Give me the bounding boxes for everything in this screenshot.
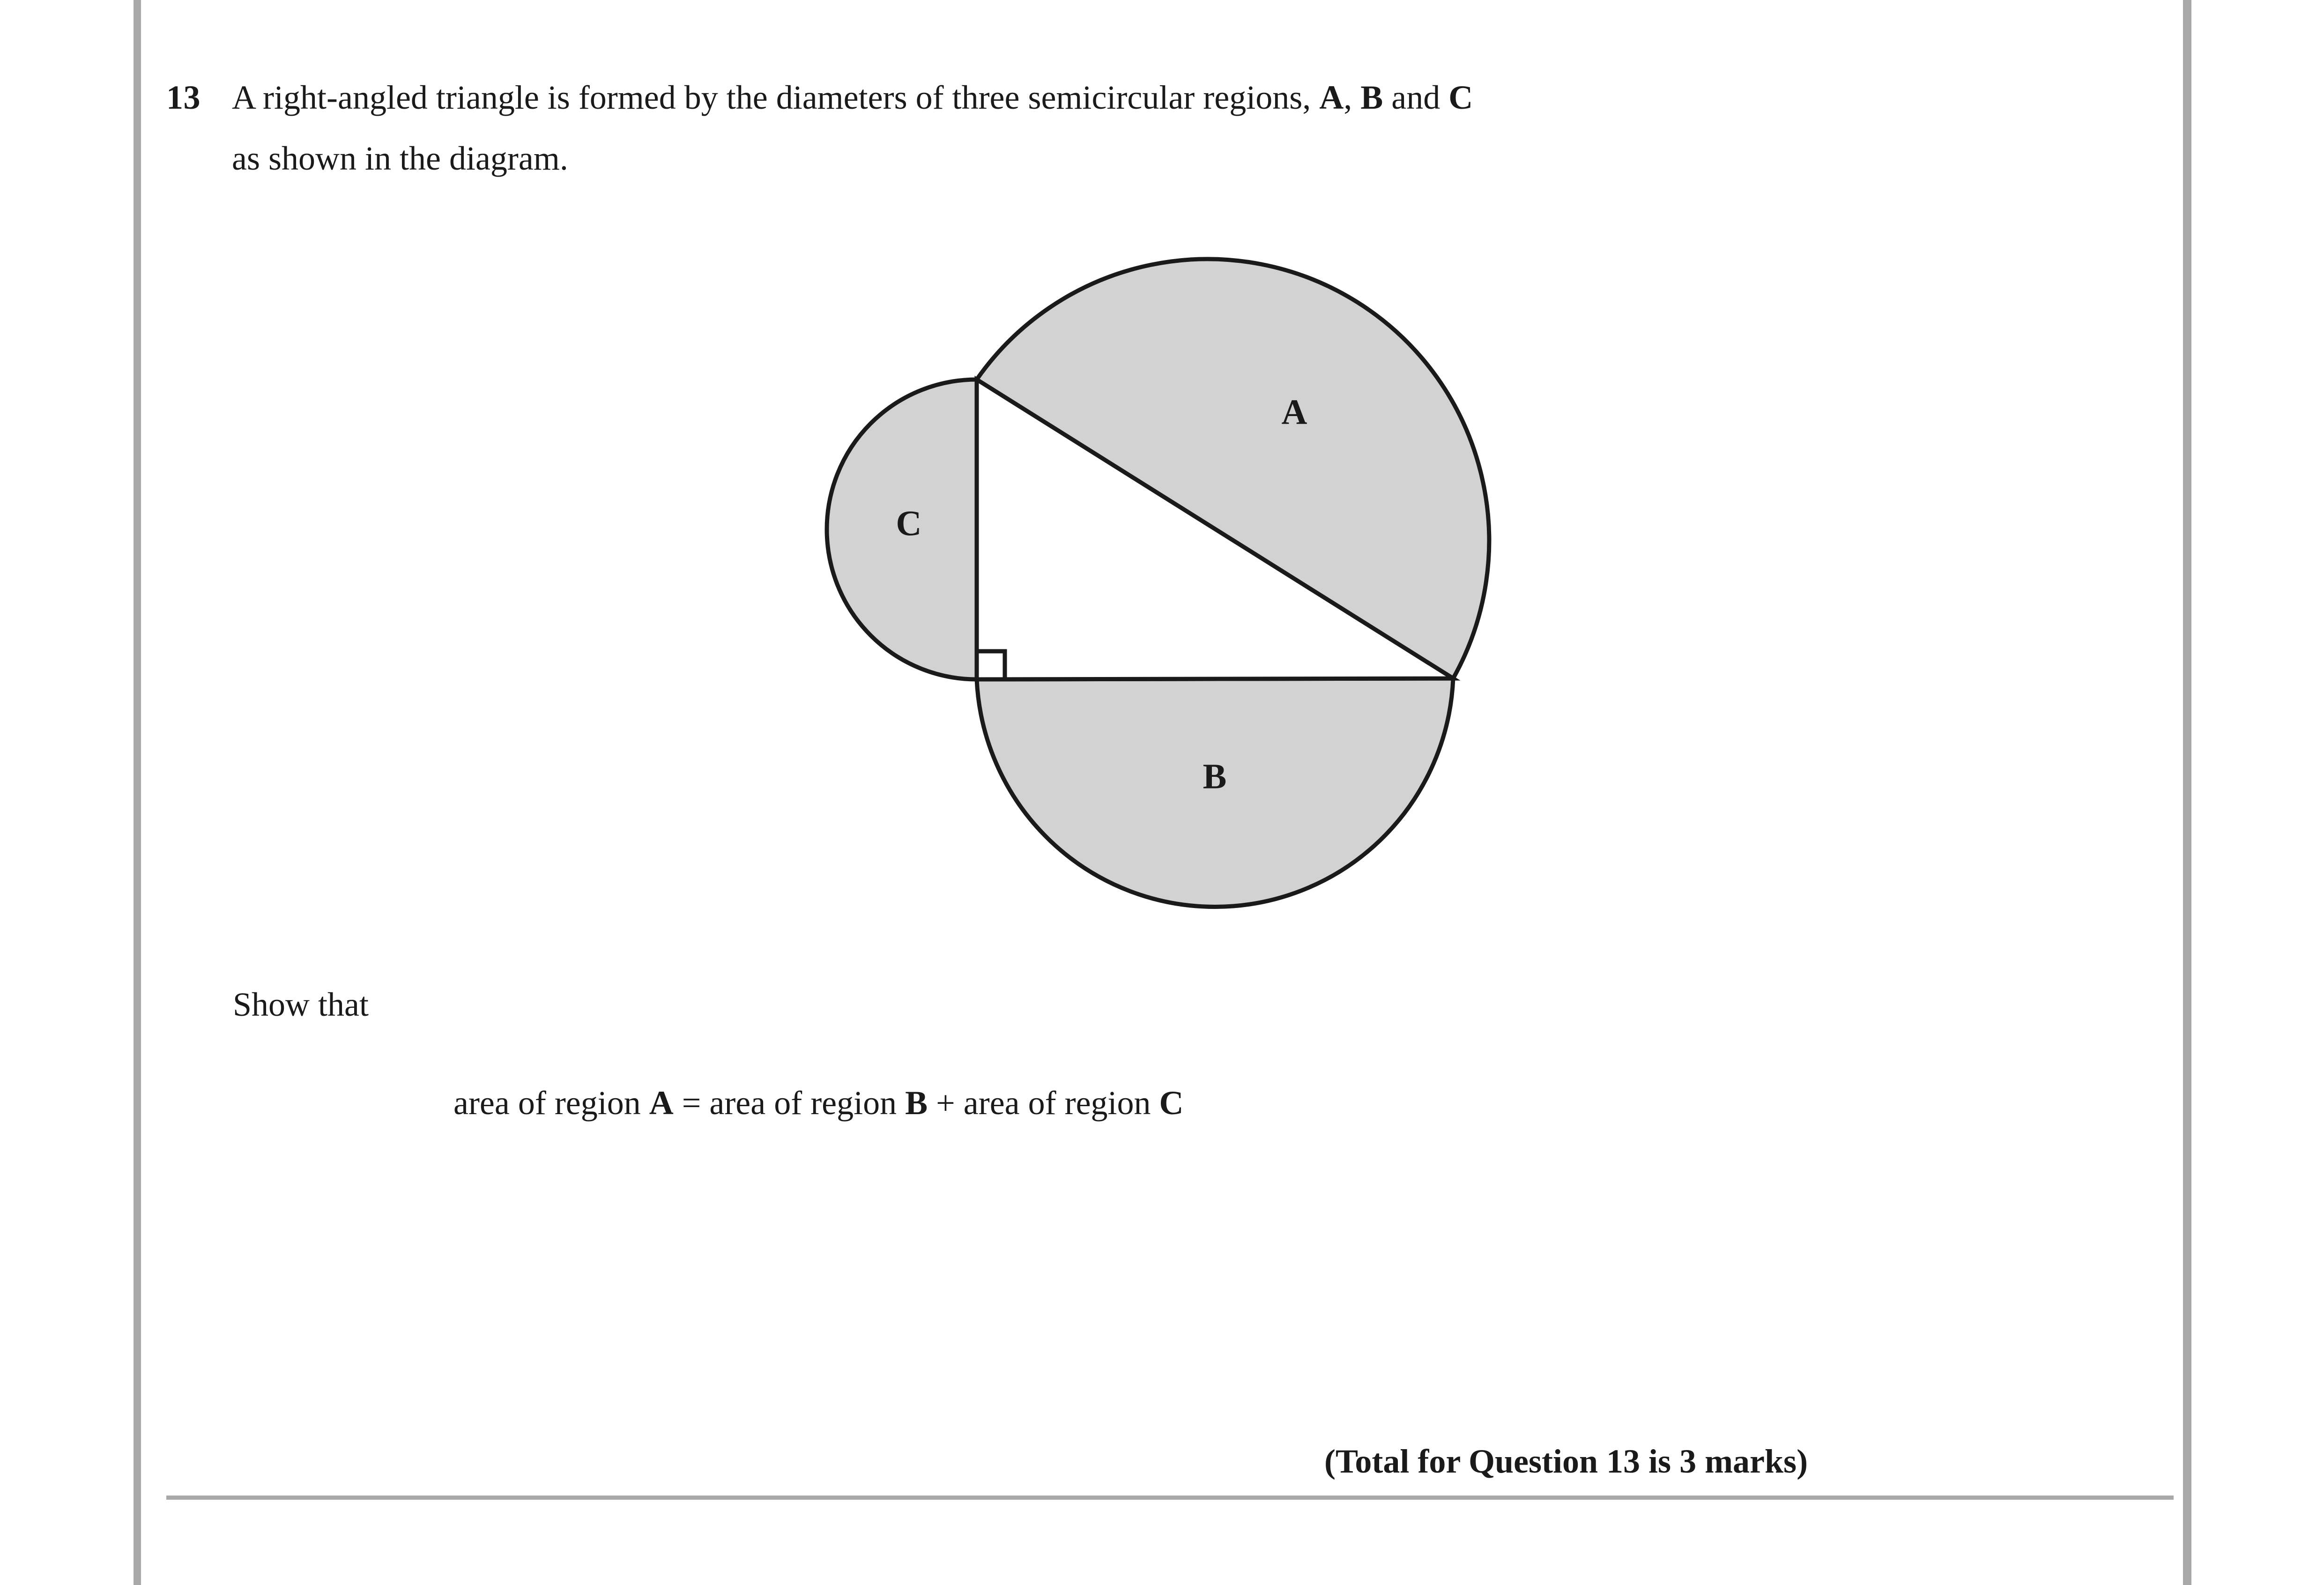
- total-marks-label: (Total for Question 13 is 3 marks): [1324, 1443, 1808, 1480]
- region-label-b: B: [1203, 757, 1227, 796]
- equation-part-1: area of region: [453, 1084, 649, 1122]
- region-ref-b: B: [1360, 79, 1383, 116]
- question-number: 13: [166, 79, 200, 116]
- region-label-c: C: [896, 504, 922, 543]
- region-label-a: A: [1281, 392, 1307, 432]
- question-statement-sep-2: and: [1383, 79, 1449, 116]
- question-statement-sep-1: ,: [1344, 79, 1361, 116]
- equation-part-2: = area of region: [673, 1084, 906, 1122]
- equation-statement: [453, 1086, 1184, 1120]
- geometry-diagram: [796, 211, 1555, 970]
- equation-region-a: A: [649, 1084, 674, 1122]
- equation-part-3: + area of region: [928, 1084, 1159, 1122]
- equation-region-c: C: [1159, 1084, 1184, 1122]
- page-left-margin-rule: [134, 0, 141, 1585]
- geometry-diagram-svg: [796, 211, 1555, 970]
- region-ref-a: A: [1319, 79, 1344, 116]
- show-that-label: Show that: [233, 986, 369, 1023]
- question-statement-text: A right-angled triangle is formed by the diameters of three semicircular regions,: [232, 79, 1320, 116]
- region-ref-c: C: [1448, 79, 1473, 116]
- footer-divider-rule: [166, 1496, 2174, 1500]
- page-right-margin-rule: [2183, 0, 2191, 1585]
- question-statement-line-1: [232, 81, 1473, 114]
- equation-region-b: B: [905, 1084, 928, 1122]
- question-statement-line-2: as shown in the diagram.: [232, 140, 568, 177]
